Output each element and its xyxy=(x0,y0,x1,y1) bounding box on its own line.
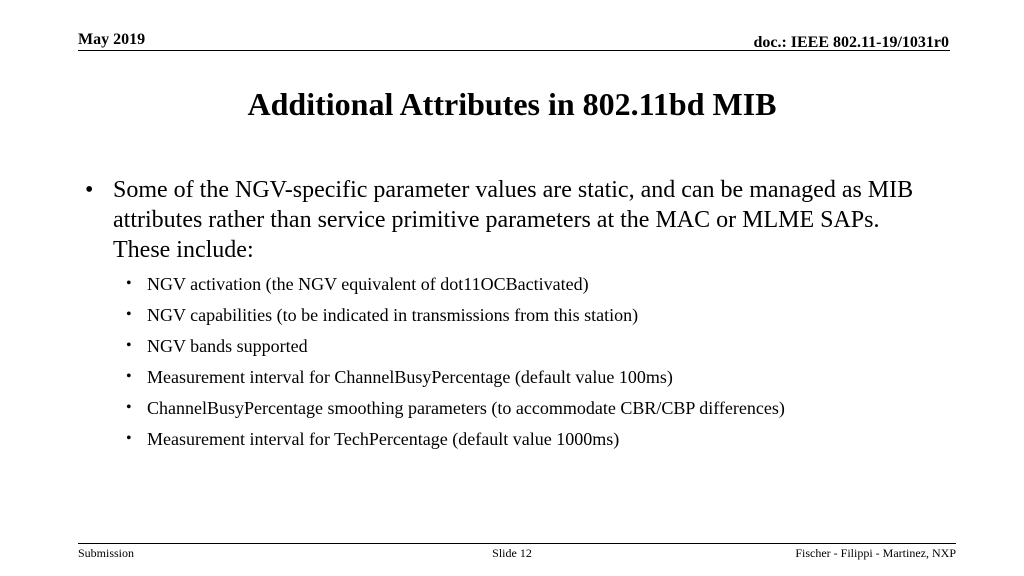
sub-bullet xyxy=(82,335,942,357)
bullet-marker: • xyxy=(126,275,132,292)
bullet-marker: • xyxy=(126,430,132,447)
footer-submission: Submission xyxy=(78,546,135,560)
footer-slide-number: Slide 12 xyxy=(492,546,532,560)
footer-authors: Fischer - Filippi - Martinez, NXP xyxy=(795,546,956,560)
header-divider xyxy=(78,50,950,51)
footer-divider xyxy=(78,543,956,544)
main-bullet xyxy=(82,175,942,265)
bullet-marker: • xyxy=(126,368,132,385)
slide-title: Additional Attributes in 802.11bd MIB xyxy=(247,86,777,122)
sub-bullet-text: ChannelBusyPercentage smoothing parameters (to accommodate CBR/CBP differences) xyxy=(147,398,785,418)
sub-bullet-text: Measurement interval for ChannelBusyPercentage (default value 100ms) xyxy=(147,367,673,387)
bullet-marker: • xyxy=(85,177,94,203)
sub-bullet-text: NGV capabilities (to be indicated in transmissions from this station) xyxy=(147,305,639,325)
sub-bullet xyxy=(82,273,942,295)
header-doc-id: doc.: IEEE 802.11-19/1031r0 xyxy=(753,34,949,51)
sub-bullet xyxy=(82,304,942,326)
main-bullet-text: Some of the NGV-specific parameter values are static, and can be managed as MIB attributes rather than service primitive parameters at the MAC or MLME SAPs. These include: xyxy=(113,177,914,263)
sub-bullet xyxy=(82,397,942,419)
header-date: May 2019 xyxy=(78,31,146,48)
sub-bullet-list xyxy=(82,273,942,450)
sub-bullet xyxy=(82,366,942,388)
bullet-marker: • xyxy=(126,337,132,354)
bullet-marker: • xyxy=(126,306,132,323)
sub-bullet-text: NGV bands supported xyxy=(147,336,308,356)
bullet-list xyxy=(82,175,942,459)
sub-bullet xyxy=(82,428,942,450)
bullet-marker: • xyxy=(126,399,132,416)
sub-bullet-text: Measurement interval for TechPercentage (default value 1000ms) xyxy=(147,429,620,449)
sub-bullet-text: NGV activation (the NGV equivalent of dot11OCBactivated) xyxy=(147,274,589,294)
